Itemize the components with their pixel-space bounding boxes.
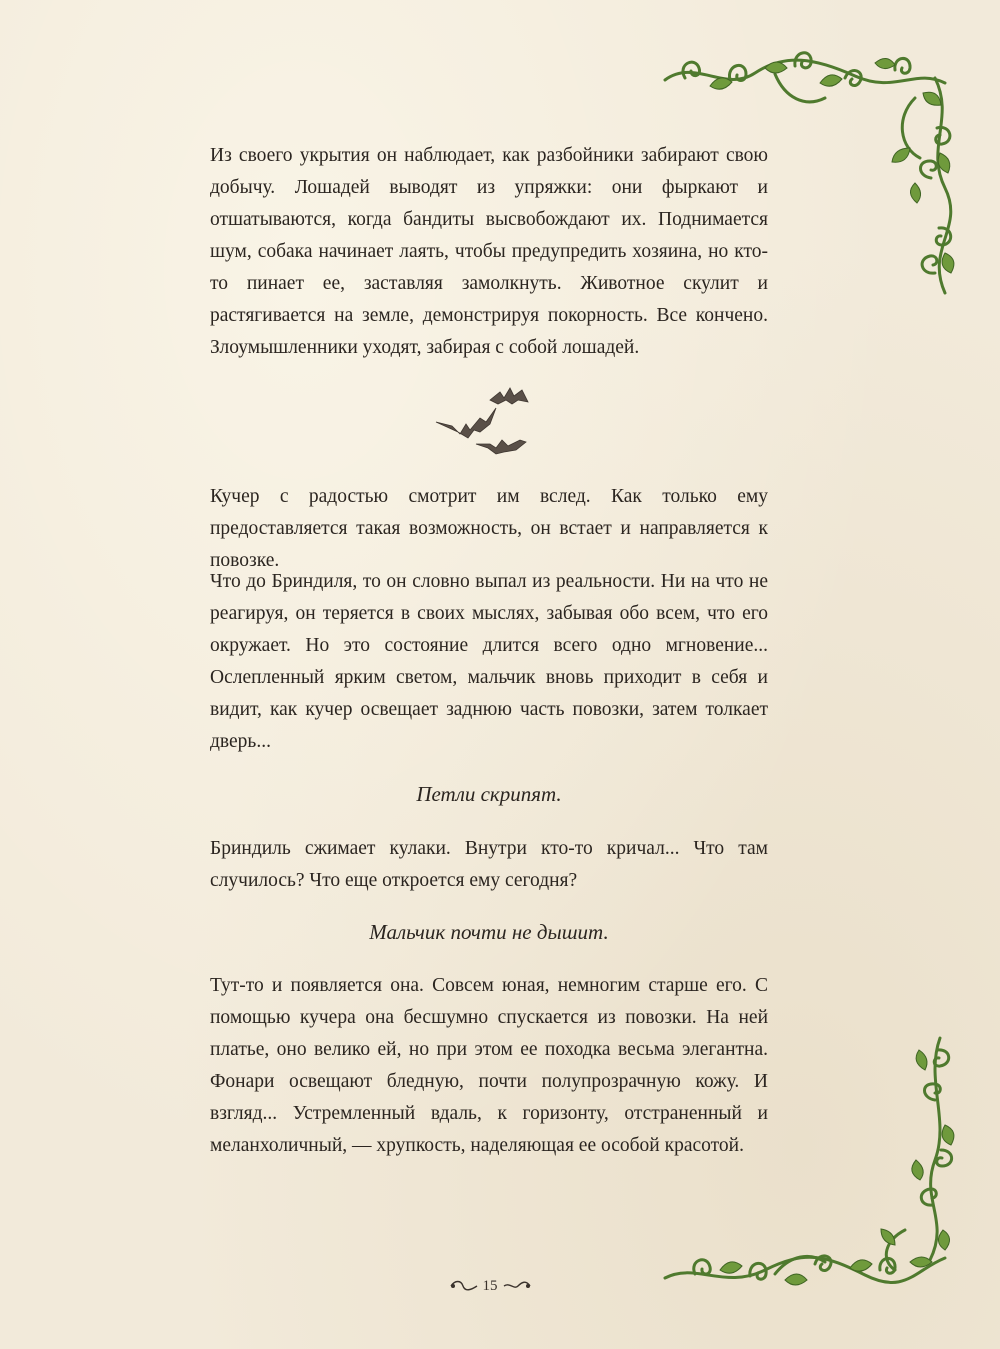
page-number-area (440, 1274, 540, 1298)
paragraph-2 (210, 481, 768, 577)
italic-line-2: Мальчик почти не дышит. (369, 920, 609, 944)
paragraph-4 (210, 833, 768, 897)
italic-line-1: Петли скрипят. (416, 782, 562, 806)
paragraph-5-text: Тут-то и появляется она. Совсем юная, немногим старше его. С помощью кучера она бесшумно спускается из повозки. На ней платье, оно велико ей, но при этом ее походка весьма элегантна. Фонари освещают бледную, почти полупрозрачную кожу. И взгляд... Устремленный вдаль, к горизонту, отстраненный и меланхоличный, — хрупкость, наделяющая ее особой красотой. (210, 975, 768, 1156)
left-flourish-icon (449, 1280, 479, 1292)
bats-divider-icon (428, 382, 548, 460)
paragraph-3-text: Что до Бриндиля, то он словно выпал из реальности. Ни на что не реагируя, он теряется в своих мыслях, забывая обо всем, что его окружает. Но это состояние длится всего одно мгновение... Ослепленный ярким светом, мальчик вновь приходит в себя и видит, как кучер освещает заднюю часть повозки, затем толкает дверь... (210, 571, 768, 752)
paragraph-2-text: Кучер с радостью смотрит им вслед. Как только ему предоставляется такая возможность, он встает и направляется к повозке. (210, 486, 768, 571)
paragraph-1 (210, 140, 768, 364)
right-flourish-icon (502, 1280, 532, 1292)
paragraph-4-text: Бриндиль сжимает кулаки. Внутри кто-то кричал... Что там случилось? Что еще откроется ему сегодня? (210, 838, 768, 891)
paragraph-3 (210, 566, 768, 758)
page-number: 15 (482, 1277, 498, 1294)
paragraph-1-text: Из своего укрытия он наблюдает, как разбойники забирают свою добычу. Лошадей выводят из упряжки: они фыркают и отшатываются, когда бандиты высвобождают их. Поднимается шум, собака начинает лаять, чтобы предупредить хозяина, но кто-то пинает ее, заставляя замолкнуть. Животное скулит и растягивается на земле, демонстрируя покорность. Все кончено. Злоумышленники уходят, забирая с собой лошадей. (210, 145, 768, 358)
bottom-vine-corner-icon (655, 1030, 960, 1295)
